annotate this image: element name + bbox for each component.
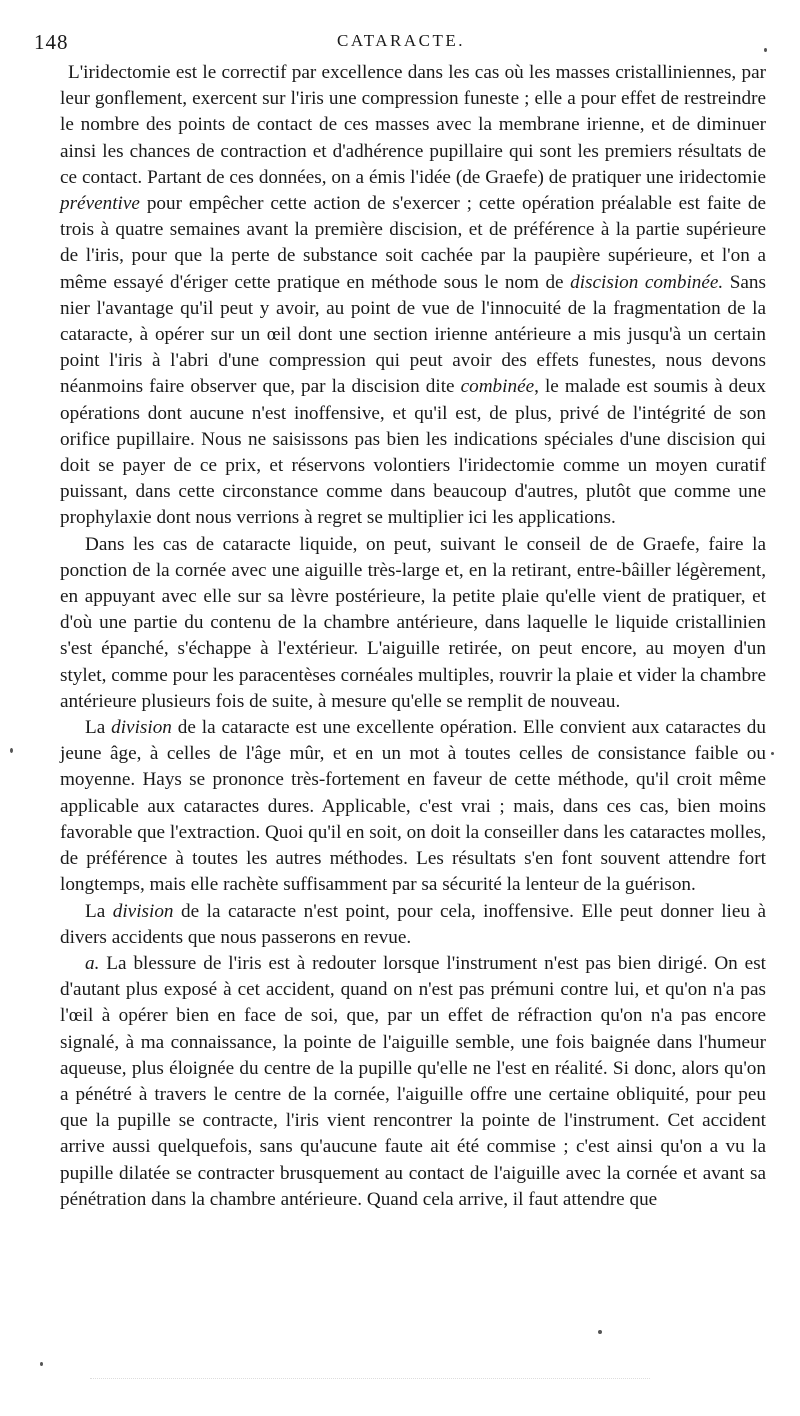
text-run: Dans les cas de cataracte liquide, on peut, suivant le conseil de de Graefe, faire la ponction de la cornée avec une aiguille très-large et, en la retirant, entre-bâiller légèrement, en appuyant avec elle sur sa lèvre postérieure, la petite plaie qu'elle vient de pratiquer, et d'où une partie du contenu de la chambre antérieure, dans laquelle le liquide cristallinien s'est épanché, s'échappe à l'extérieur. L'aiguille retirée, on peut encore, au moyen d'un stylet, comme pour les paracentèses cornéales multiples, rouvrir la plaie et vider la chambre antérieure plusieurs fois de suite, à mesure qu'elle se remplit de nouveau. (60, 533, 766, 712)
body-text (60, 60, 766, 1213)
scan-speck (764, 48, 767, 52)
paragraph (60, 715, 766, 898)
text-run: de la cataracte n'est point, pour cela, inoffensive. Elle peut donner lieu à divers accidents que nous passerons en revue. (60, 900, 766, 948)
scan-speck (10, 748, 13, 753)
page-header (34, 30, 768, 60)
text-run: , le malade est soumis à deux opérations dont aucune n'est inoffensive, et qu'il est, de plus, privé de l'intégrité de son orifice pupillaire. Nous ne saisissons pas bien les indications spéciales d'une discision qui doit se payer de ce prix, et réservons volontiers l'iridectomie comme un moyen curatif puissant, dans cette circonstance comme dans beaucoup d'autres, plutôt que comme une prophylaxie dont nous verrions à regret se multiplier ici les applications. (60, 376, 766, 529)
italic-text: combinée (460, 376, 535, 398)
scan-speck (771, 752, 774, 755)
paragraph (60, 951, 766, 1213)
scan-noise (90, 1378, 650, 1385)
page-number: 148 (34, 30, 69, 54)
italic-text: division (112, 900, 174, 922)
scan-speck (598, 1330, 602, 1334)
text-run: pour empêcher cette action de s'exercer ; cette opération préalable est faite de trois à quatre semaines avant la première discision, et de préférence à la partie supérieure de l'iris, pour que la perte de substance soit cachée par la paupière supérieure, et l'on a même essayé d'ériger cette pratique en méthode sous le nom de (60, 193, 766, 293)
text-run: La blessure de l'iris est à redouter lorsque l'instrument n'est pas bien dirigé. On est d'autant plus exposé à cet accident, quand on n'est pas prémuni contre lui, et qu'on n'a pas l'œil à opérer bien en face de soi, que, par un effet de réfraction qu'on n'a pas encore signalé, à ma connaissance, la pointe de l'aiguille semble, une fois baignée dans l'humeur aqueuse, plus éloignée du centre de la pupille qu'elle ne l'est en réalité. Si donc, alors qu'on a pénétré à travers le centre de la cornée, l'aiguille offre une certaine obliquité, pour peu que la pupille se contracte, l'iris vient rencontrer la pointe de l'instrument. Cet accident arrive aussi quelquefois, sans qu'aucune faute ait été commise ; c'est ainsi qu'on a vu la pupille dilatée se contracter brusquement au contact de l'aiguille avec la cornée et avant sa pénétration dans la chambre antérieure. Quand cela arrive, il faut attendre que (60, 952, 766, 1210)
italic-text: division (111, 717, 172, 739)
text-run: de la cataracte est une excellente opération. Elle convient aux cataractes du jeune âge, à celles de l'âge mûr, et en un mot à toutes celles de consistance faible ou moyenne. Hays se prononce très-fortement en faveur de cette méthode, qu'il croit même applicable aux cataractes dures. Applicable, c'est vrai ; mais, dans ces cas, bien moins favorable que l'extraction. Quoi qu'il en soit, on doit la conseiller dans les cataractes molles, de préférence à toutes les autres méthodes. Les résultats s'en font souvent attendre fort longtemps, mais elle rachète suffisamment par sa sécurité la lenteur de la guérison. (60, 717, 766, 896)
italic-text: a. (85, 952, 100, 974)
text-run: Sans nier l'avantage qu'il peut y avoir, au point de vue de l'innocuité de la fragmentation de la cataracte, à opérer sur un œil dont une section irienne antérieure a mis jusqu'à un certain point l'iris à l'abri d'une compression qui peut avoir des effets funestes, nous devons néanmoins faire observer que, par la discision dite (60, 271, 766, 398)
text-run: La (85, 900, 113, 922)
italic-text: préventive (60, 193, 140, 215)
paragraph (60, 532, 766, 715)
italic-text: discision combinée. (570, 271, 724, 293)
running-head: CATARACTE. (336, 31, 465, 50)
paragraph (60, 899, 766, 951)
paragraph (60, 60, 766, 532)
text-run: L'iridectomie est le correctif par excellence dans les cas où les masses cristalliniennes, par leur gonflement, exercent sur l'iris une compression funeste ; elle a pour effet de restreindre le nombre des points de contact de ces masses avec la membrane irienne, et de diminuer ainsi les chances de contraction et d'adhérence pupillaire qui sont les premiers résultats de ce contact. Partant de ces données, on a émis l'idée (de Graefe) de pratiquer une iridectomie (60, 62, 766, 188)
scan-speck (40, 1362, 43, 1366)
text-run: La (85, 717, 112, 739)
